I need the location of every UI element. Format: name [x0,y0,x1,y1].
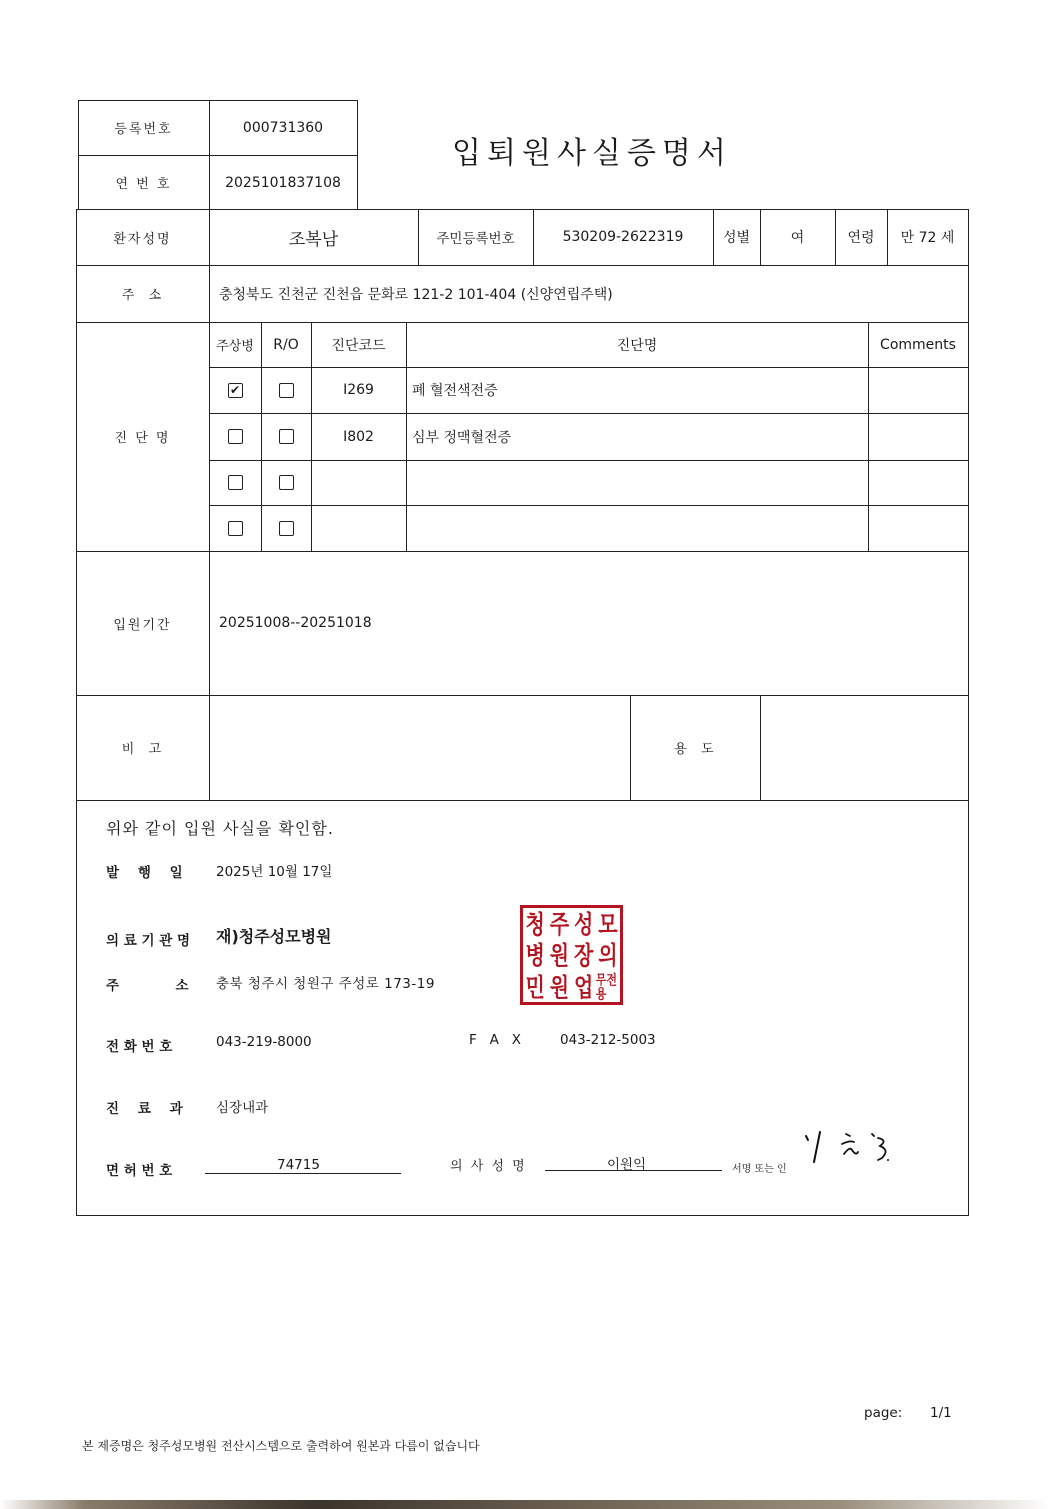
ro-checkbox[interactable] [279,475,294,490]
diagnosis-comment [868,413,968,460]
stamp-glyph: 청 [525,908,545,939]
diagnosis-header-name: 진단명 [616,337,658,354]
department-value: 심장내과 [216,1100,269,1116]
diagnosis-comment [868,367,968,413]
doctor-value: 이원익 [607,1157,647,1173]
remarks-label: 비 고 [121,742,164,757]
scan-edge [0,1500,1050,1509]
patient-name: 조복남 [288,229,339,250]
diagnosis-comment [868,460,968,505]
main-diagnosis-checkbox[interactable] [228,475,243,490]
diagnosis-code [311,460,406,505]
stamp-glyph: 성 [573,908,594,939]
serial-label: 연 번 호 [115,177,172,192]
stamp-glyph: 주 [549,908,570,939]
institution-address-value: 충북 청주시 청원구 주성로 173-19 [216,976,435,992]
purpose-value [760,695,968,800]
divider [76,800,969,801]
phone-label: 전 화 번 호 [106,1039,173,1055]
page-label: page: [864,1405,903,1421]
fax-value: 043-212-5003 [560,1032,656,1048]
diagnosis-row [209,367,261,413]
address-label: 주 소 [121,288,164,303]
diagnosis-row [261,505,311,551]
diagnosis-code: I269 [343,382,374,398]
document-title: 입퇴원사실증명서 [452,136,732,171]
diagnosis-name [406,505,868,551]
admission-period-label: 입원기간 [113,617,172,633]
issue-date-label: 발 행 일 [106,865,183,881]
page-number: 1/1 [930,1405,952,1421]
diagnosis-row [261,460,311,505]
sex-value: 여 [790,230,805,246]
main-diagnosis-checkbox[interactable] [228,429,243,444]
diagnosis-header-code: 진단코드 [331,337,386,354]
license-underline [205,1173,401,1174]
diagnosis-comment [868,505,968,551]
registration-label: 등록번호 [114,122,173,137]
age-value: 만 72 세 [900,230,955,246]
diagnosis-row [209,505,261,551]
diagnosis-row [261,367,311,413]
stamp-glyph: 원 [549,971,570,1002]
address-value: 충청북도 진천군 진천읍 문화로 121-2 101-404 (신양연립주택) [219,286,613,303]
remarks-value [209,695,630,800]
ro-checkbox[interactable] [279,383,294,398]
license-label: 면 허 번 호 [106,1163,173,1179]
department-label: 진 료 과 [106,1101,183,1117]
institution-label: 의 료 기 관 명 [106,933,191,949]
rrn-value: 530209-2622319 [562,229,684,245]
diagnosis-name: 폐 혈전색전증 [412,383,498,399]
footer-disclaimer: 본 제증명은 청주성모병원 전산시스템으로 출력하여 원본과 다름이 없습니다 [82,1439,480,1453]
diagnosis-header-comments: Comments [880,336,956,353]
stamp-glyph: 병 [525,939,545,970]
diagnosis-row [209,413,261,460]
diagnosis-header-ro: R/O [273,336,299,353]
stamp-glyph: 업 [573,971,594,1002]
diagnosis-code: I802 [343,428,374,445]
main-diagnosis-checkbox[interactable] [228,521,243,536]
doctor-label: 의 사 성 명 [450,1159,527,1174]
diagnosis-header-main: 주상병 [216,339,254,354]
age-label: 연령 [847,230,875,246]
admission-period-value: 20251008--20251018 [219,615,372,631]
diagnosis-name: 심부 정맥혈전증 [412,429,512,446]
main-diagnosis-checkbox[interactable]: ✔ [228,383,243,398]
fax-label: F A X [469,1032,521,1048]
sex-label: 성별 [722,230,751,246]
certification-statement: 위와 같이 입원 사실을 확인함. [106,819,334,838]
registration-value: 000731360 [242,119,324,136]
stamp-glyph: 원 [549,939,570,970]
diagnosis-row [261,413,311,460]
stamp-glyph: 모 [598,908,618,939]
ro-checkbox[interactable] [279,429,294,444]
stamp-glyph: 장 [573,939,594,970]
sign-label: 서명 또는 인 [732,1164,787,1175]
license-value: 74715 [277,1157,320,1173]
rrn-label: 주민등록번호 [436,231,515,247]
stamp-glyph: 무전용 [595,971,618,1002]
doctor-signature [800,1126,900,1170]
institution-value: 재)청주성모병원 [216,927,332,946]
purpose-label: 용 도 [674,742,716,757]
diagnosis-row [209,460,261,505]
stamp-glyph: 의 [598,939,618,970]
diagnosis-section-label: 진 단 명 [114,431,171,446]
diagnosis-code [311,505,406,551]
stamp-glyph: 민 [525,971,545,1002]
patient-name-label: 환자성명 [113,231,172,247]
institution-address-label: 주 소 [106,978,189,994]
doctor-underline [545,1170,722,1171]
issue-date-value: 2025년 10월 17일 [216,864,333,880]
ro-checkbox[interactable] [279,521,294,536]
phone-value: 043-219-8000 [216,1034,312,1050]
hospital-seal-stamp [520,905,623,1005]
diagnosis-name [406,460,868,505]
serial-value: 2025101837108 [225,174,341,191]
